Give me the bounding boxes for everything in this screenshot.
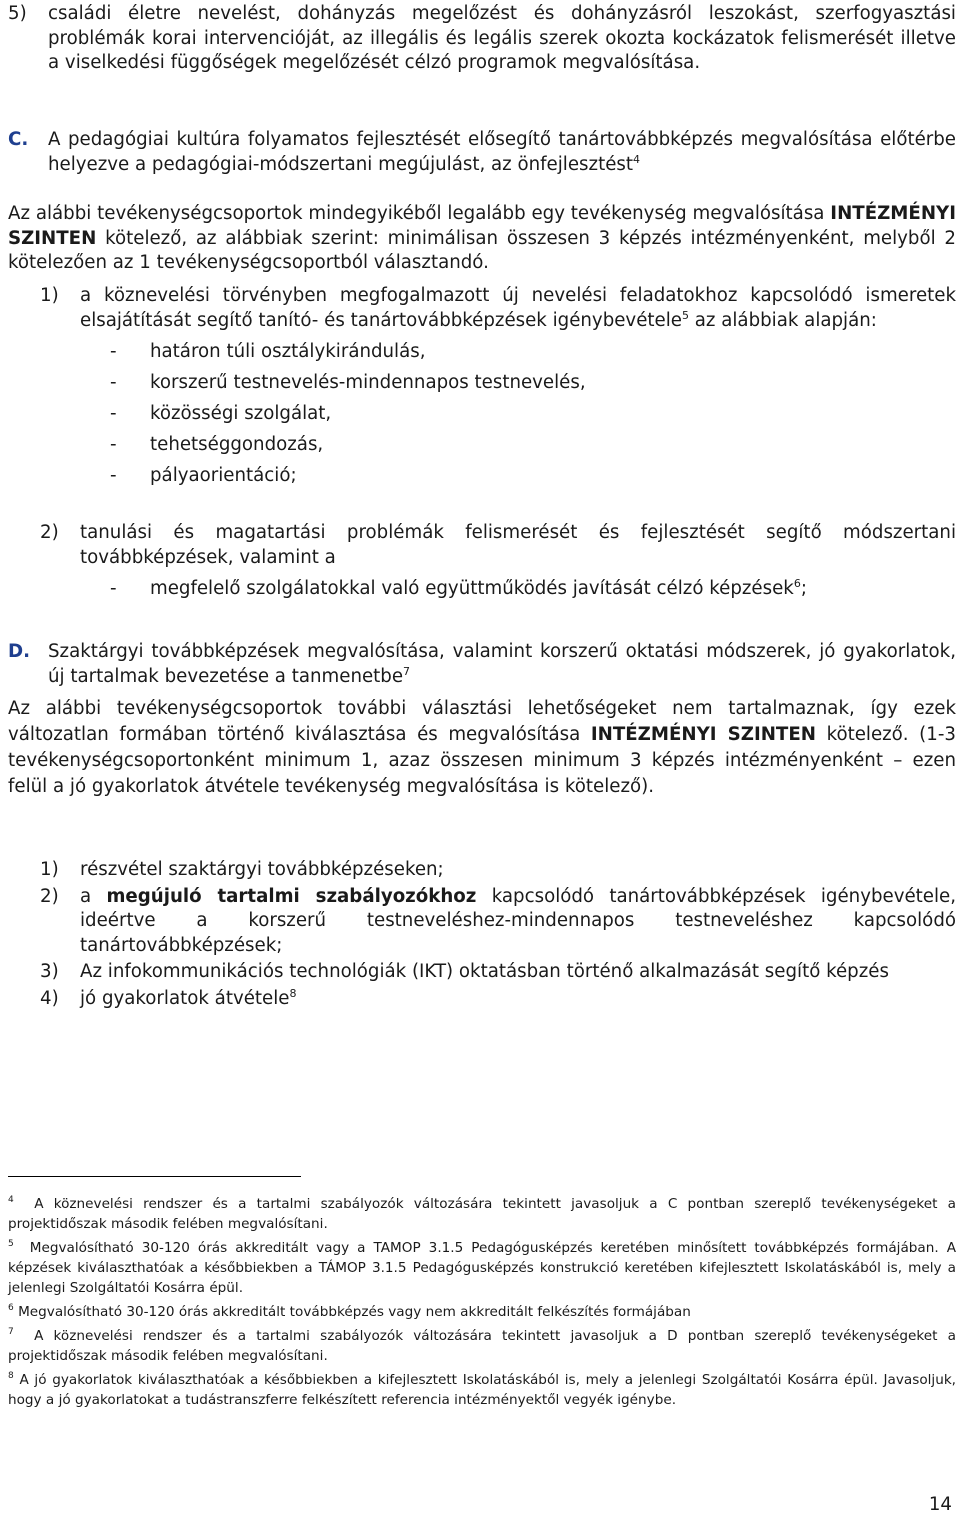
footnote: $^7$ A köznevelési rendszer és a tartalmi szabályozók változására tekintett javasoljuk a D pontban szereplő tevékenységeket a projektidőszak második felében megvalósítani. <box>8 1327 956 1364</box>
list-number: 1) <box>40 859 59 880</box>
list-item: 2) a megújuló tartalmi szabályozókhoz kapcsolódó tanártovábbképzések igénybevétele, ideértve a korszerű testneveléshez-mindennapos testneveléshez kapcsolódó tanártovábbképzések; <box>40 885 956 959</box>
section-d-list <box>40 858 956 1011</box>
footnote: $^6$ Megvalósítható 30-120 órás akkreditált továbbképzés vagy nem akkreditált felkészítés formájában <box>8 1303 691 1320</box>
section-c-title: A pedagógiai kultúra folyamatos fejlesztését elősegítő tanártovábbképzés megvalósítása előtérbe helyezve a pedagógiai-módszertani megújulást, az önfejlesztést <box>48 129 956 175</box>
section-c-heading <box>8 128 956 177</box>
list-item: 1) a köznevelési törvényben megfogalmazott új nevelési feladatokhoz kapcsolódó ismeretek elsajátítását segítő tanító- és tanártovábbképzések igénybevétele$^5$ az alábbiak alapján: - határon túli osztálykirándulás, - korszerű testnevelés-mindennapos testnevelés, - közösségi szolgálat, - tehetséggondozás, - pályaorientáció; <box>40 284 956 495</box>
list-text: a köznevelési törvényben megfogalmazott új nevelési feladatokhoz kapcsolódó ismeretek elsajátítását segítő tanító- és tanártovábbképzések igénybevétele <box>80 285 956 331</box>
list-number: 1) <box>40 285 59 306</box>
list-item-5 <box>8 2 956 76</box>
list-item <box>40 960 956 985</box>
list-item <box>40 858 956 883</box>
list-text: tanulási és magatartási problémák felismerését és fejlesztését segítő módszertani továbbképzések, valamint a <box>80 522 956 568</box>
sub-list-item: - korszerű testnevelés-mindennapos testnevelés, <box>110 372 586 393</box>
footnote: $^8$ A jó gyakorlatok kiválaszthatóak a későbbiekben a kifejlesztett Iskolatáskából is, mely a jelenlegi Szolgáltatói Kosárra épül. Javasoljuk, hogy a jó gyakorlatokat a tudástranszferre felkészített referencia intézményektől vegyék igénybe. <box>8 1371 957 1408</box>
list-number: 3) <box>40 961 59 982</box>
section-d-paragraph: Az alábbi tevékenységcsoportok további választási lehetőségeket nem tartalmaznak, így ezek változatlan formában történő kiválasztása és megvalósítása INTÉZMÉNYI SZINTEN kötelező. (1-3 tevékenységcsoportonként minimum 1, azaz összesen minimum 3 képzés intézményenként – ezen felül a jó gyakorlatok átvétele tevékenység megvalósítása is kötelező). <box>8 698 956 797</box>
list-text: családi életre nevelést, dohányzás megelőzést és dohányzásról leszokást, szerfogyasztási problémák korai intervencióját, az illegális és legális szerek okozta kockázatok felismerését illetve a viselkedési függőségek megelőzését célzó programok megvalósítása. <box>48 3 956 73</box>
emphasis-bold: INTÉZMÉNYI SZINTEN <box>8 203 956 249</box>
footnote: $^4$ A köznevelési rendszer és a tartalmi szabályozók változására tekintett javasoljuk a C pontban szereplő tevékenységeket a projektidőszak második felében megvalósítani. <box>8 1195 956 1232</box>
section-letter: D. <box>8 641 31 662</box>
sub-list-item: - tehetséggondozás, <box>110 434 324 455</box>
sub-list-item: - pályaorientáció; <box>110 465 297 486</box>
list-number: 2) <box>40 522 59 543</box>
list-text: jó gyakorlatok átvétele <box>80 987 290 1009</box>
list-item <box>40 987 956 1012</box>
list-text: Az infokommunikációs technológiák (IKT) oktatásban történő alkalmazását segítő képzés <box>80 961 889 982</box>
list-text: részvétel szaktárgyi továbbképzéseken; <box>80 859 444 880</box>
footnote-separator <box>8 1176 301 1177</box>
footnote-ref: 6 <box>793 577 801 590</box>
footnote-ref: 4 <box>633 152 640 166</box>
section-d-title: Szaktárgyi továbbképzések megvalósítása, valamint korszerű oktatási módszerek, jó gyakorlatok, új tartalmak bevezetése a tanmenetbe <box>48 641 956 687</box>
page-number: 14 <box>928 1494 952 1515</box>
list-number: 5) <box>8 3 27 24</box>
footnote-ref: 8 <box>289 986 297 1000</box>
footnote-ref: 7 <box>403 664 411 678</box>
footnote-ref: 5 <box>681 308 689 322</box>
section-letter: C. <box>8 129 29 150</box>
emphasis-bold: megújuló tartalmi szabályozókhoz <box>106 885 477 907</box>
sub-list-item: - közösségi szolgálat, <box>110 403 332 424</box>
footnotes <box>8 1194 956 1410</box>
sub-list-item: - megfelelő szolgálatokkal való együttműködés javítását célzó képzések$^6$; <box>110 577 807 599</box>
footnote: $^5$ Megvalósítható 30-120 órás akkreditált vagy a TAMOP 3.1.5 Pedagógusképzés keretében minősített továbbképzés formájában. A képzések kiválaszthatóak a későbbiekben a TÁMOP 3.1.5 Pedagógusképzés konstrukció keretében kifejlesztett Iskolatáskából is, mely a jelenlegi Szolgáltatói Kosárra épül. <box>8 1239 956 1296</box>
list-number: 4) <box>40 987 59 1009</box>
list-item <box>40 521 956 602</box>
sub-list-item: - határon túli osztálykirándulás, <box>110 341 426 362</box>
emphasis-bold: INTÉZMÉNYI SZINTEN <box>590 724 816 745</box>
section-d-heading <box>8 640 956 689</box>
section-c-paragraph: Az alábbi tevékenységcsoportok mindegyikéből legalább egy tevékenység megvalósítása INTÉZMÉNYI SZINTEN kötelező, az alábbiak szerint: minimálisan összesen 3 képzés intézményenként, melyből 2 kötelezően az 1 tevékenységcsoportból választandó. <box>8 203 956 273</box>
list-number: 2) <box>40 885 59 907</box>
